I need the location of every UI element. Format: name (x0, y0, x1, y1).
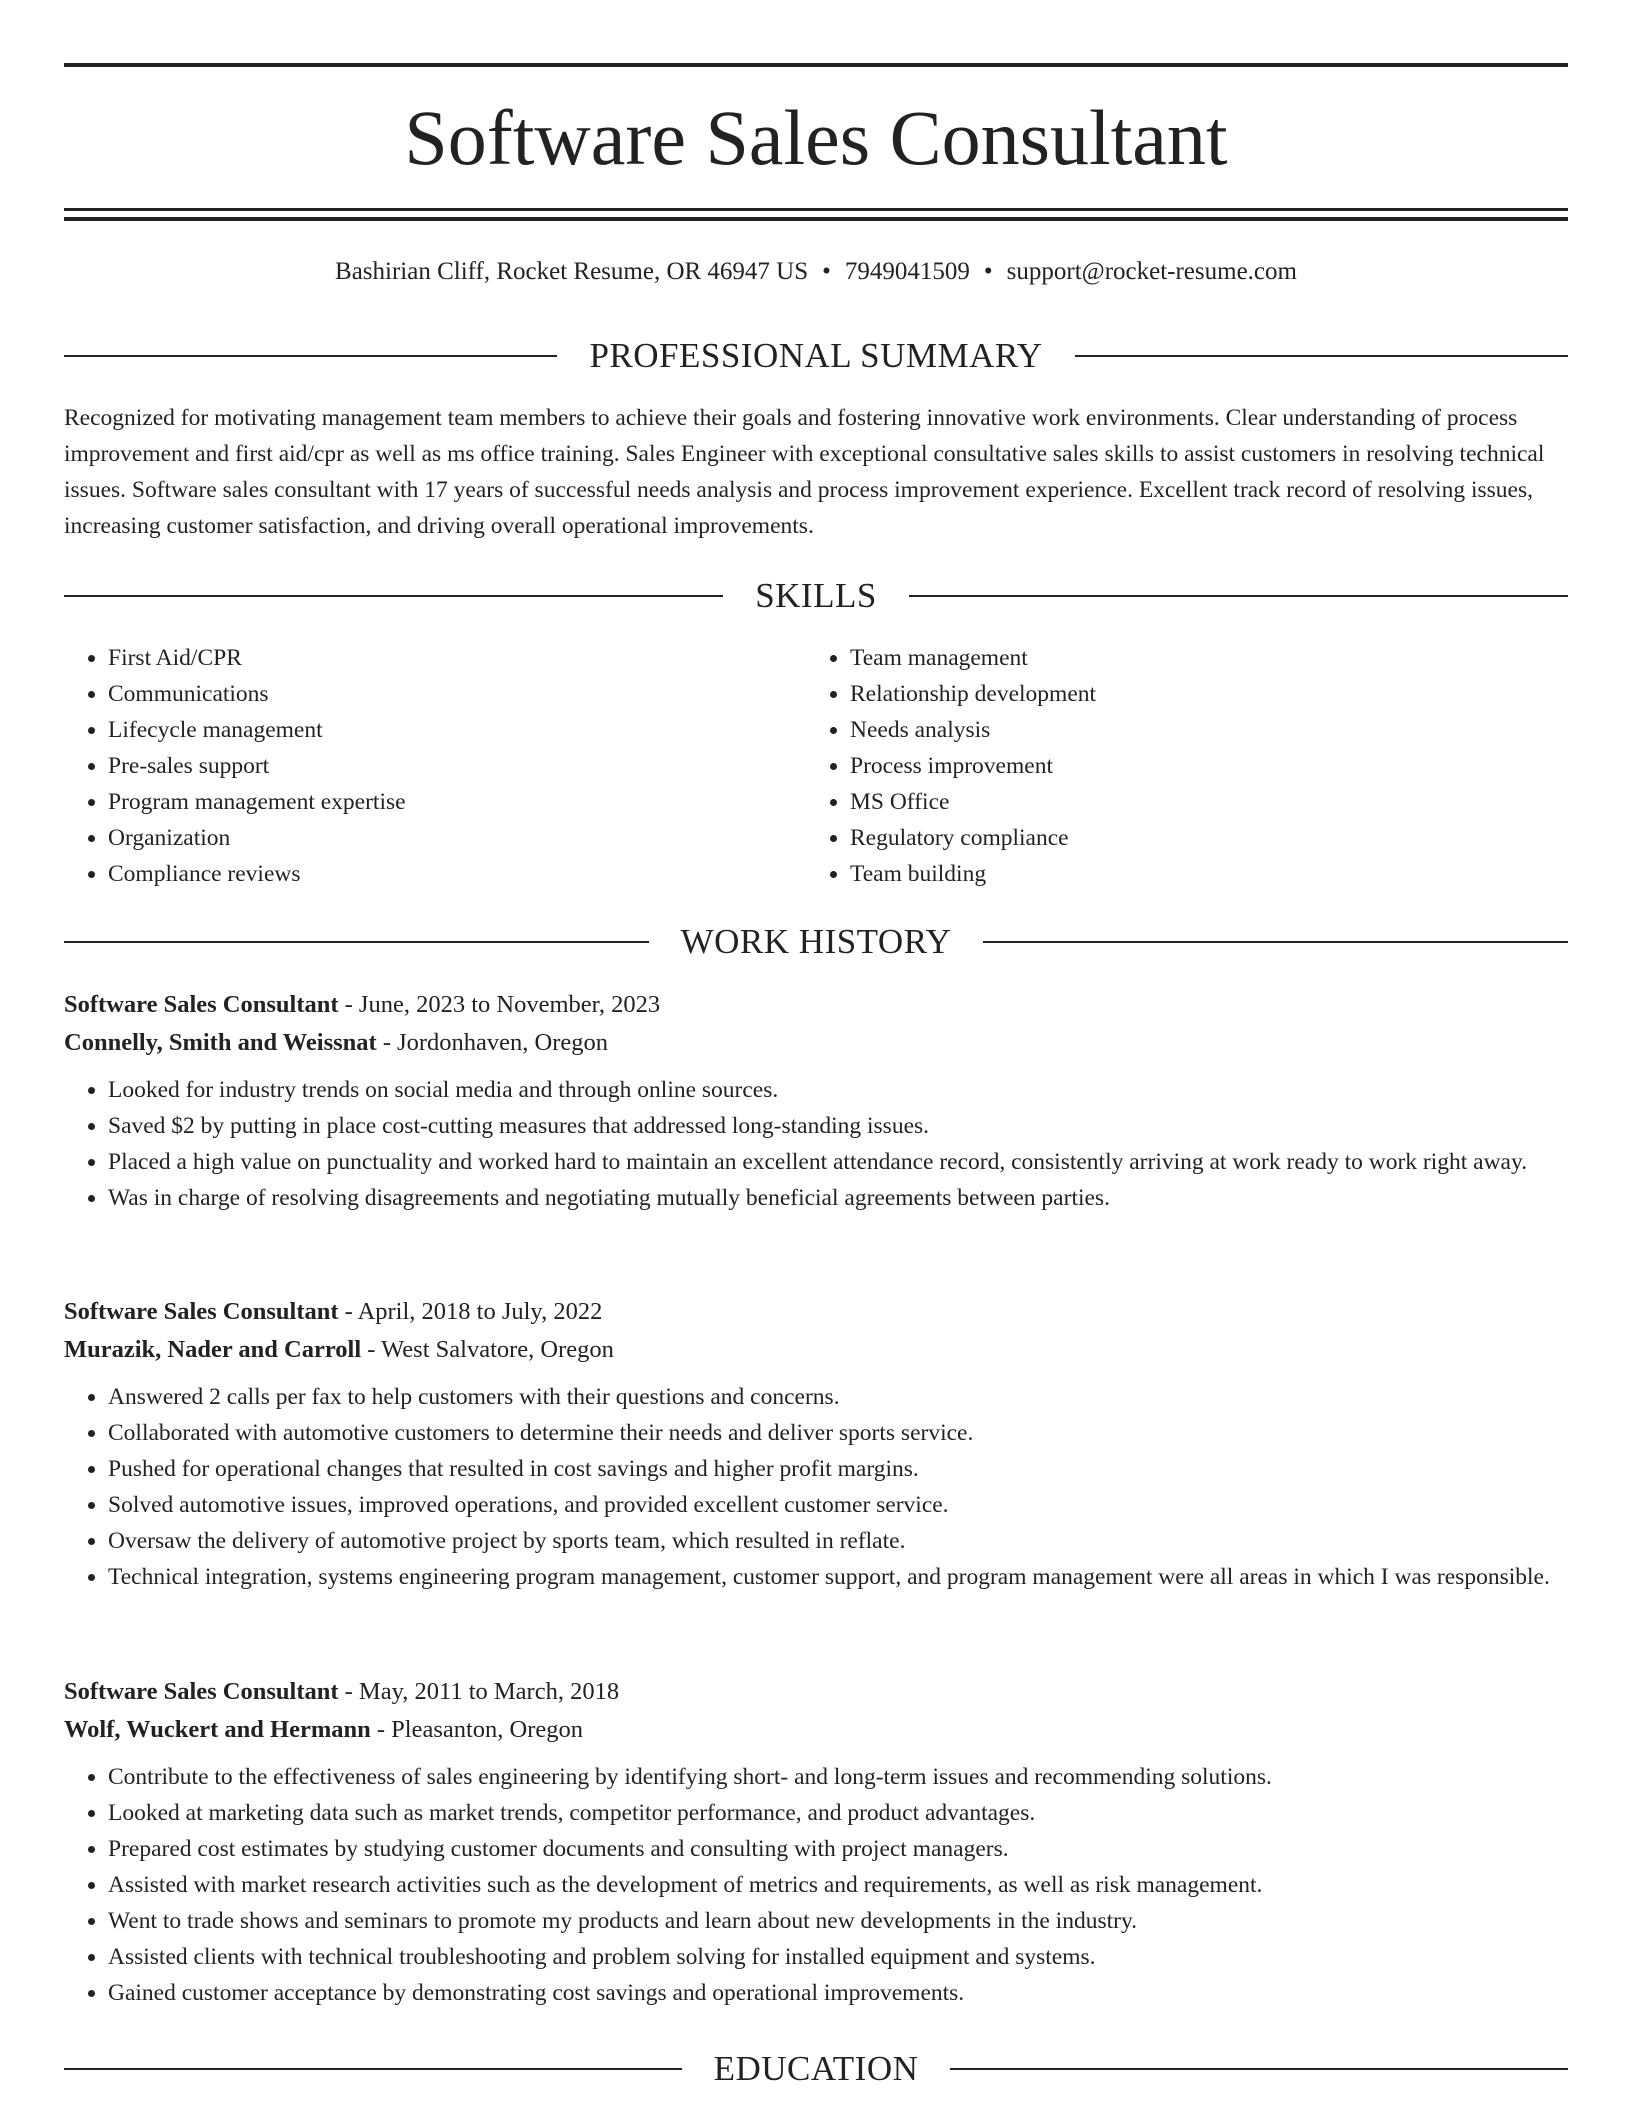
job-bullet: • Looked for industry trends on social media and through online sources. (108, 1072, 1568, 1108)
contact-separator: • (822, 258, 831, 285)
job-bullet: • Assisted with market research activities such as the development of metrics and requirements, as well as risk management. (108, 1867, 1568, 1903)
job-bullet: • Prepared cost estimates by studying customer documents and consulting with project managers. (108, 1831, 1568, 1867)
job-company: Murazik, Nader and Carroll (64, 1336, 362, 1363)
contact-email: support@rocket-resume.com (1006, 258, 1297, 285)
top-rule (64, 63, 1568, 67)
job-bullet: • Technical integration, systems engineering program management, customer support, and program management were all areas in which I was responsible. (108, 1559, 1568, 1595)
job-bullets (64, 1072, 1568, 1216)
job-bullet: • Answered 2 calls per fax to help customers with their questions and concerns. (108, 1379, 1568, 1415)
job-company: Wolf, Wuckert and Hermann (64, 1716, 371, 1743)
job-dates: - May, 2011 to March, 2018 (338, 1678, 620, 1705)
section-title: SKILLS (755, 576, 877, 615)
job-bullet: • Was in charge of resolving disagreements and negotiating mutually beneficial agreements between parties. (108, 1180, 1568, 1216)
section-heading-work (64, 920, 1568, 964)
professional-summary: Recognized for motivating management team members to achieve their goals and fostering innovative work environments. Clear understanding of process improvement and first aid/cpr as well as ms office training. Sales Engineer with exceptional consultative sales skills to assist customers in resolving technical issues. Software sales consultant with 17 years of successful needs analysis and process improvement experience. Excellent track record of resolving issues, increasing customer satisfaction, and driving overall operational improvements. (64, 405, 1545, 539)
skills-list-right (806, 640, 1490, 892)
job-bullet: • Collaborated with automotive customers to determine their needs and deliver sports service. (108, 1415, 1568, 1451)
job-bullet: • Contribute to the effectiveness of sales engineering by identifying short- and long-term issues and recommending solutions. (108, 1759, 1568, 1795)
section-heading-education (64, 2047, 1568, 2091)
job-location: - West Salvatore, Oregon (361, 1336, 614, 1363)
job-bullet: • Looked at marketing data such as market trends, competitor performance, and product advantages. (108, 1795, 1568, 1831)
skill-item: • Process improvement (850, 748, 1490, 784)
job-entry (64, 1293, 1568, 1595)
contact-address: Bashirian Cliff, Rocket Resume, OR 46947 US (335, 258, 809, 285)
job-bullet: • Solved automotive issues, improved operations, and provided excellent customer service. (108, 1487, 1568, 1523)
job-dates: - April, 2018 to July, 2022 (338, 1298, 603, 1325)
section-title: EDUCATION (713, 2049, 919, 2088)
job-dates: - June, 2023 to November, 2023 (338, 991, 661, 1018)
job-entry (64, 1673, 1568, 2011)
skill-item: • Regulatory compliance (850, 820, 1490, 856)
skill-item: • Organization (108, 820, 748, 856)
job-entry (64, 986, 1568, 1216)
skill-item: • Compliance reviews (108, 856, 748, 892)
job-location: - Jordonhaven, Oregon (376, 1029, 609, 1056)
skills-list-left (64, 640, 748, 892)
job-bullet: • Oversaw the delivery of automotive project by sports team, which resulted in reflate. (108, 1523, 1568, 1559)
job-title: Software Sales Consultant (64, 1298, 339, 1325)
job-bullet: • Went to trade shows and seminars to promote my products and learn about new developments in the industry. (108, 1903, 1568, 1939)
skill-item: • Relationship development (850, 676, 1490, 712)
section-title: PROFESSIONAL SUMMARY (589, 336, 1043, 375)
job-bullet: • Gained customer acceptance by demonstrating cost savings and operational improvements. (108, 1975, 1568, 2011)
job-title: Software Sales Consultant (64, 991, 339, 1018)
skill-item: • Pre-sales support (108, 748, 748, 784)
contact-separator: • (983, 258, 993, 285)
section-heading-summary (64, 334, 1568, 378)
skill-item: • Team management (850, 640, 1490, 676)
skill-item: • MS Office (850, 784, 1490, 820)
job-title: Software Sales Consultant (64, 1678, 339, 1705)
job-bullet: • Assisted clients with technical troubleshooting and problem solving for installed equipment and systems. (108, 1939, 1568, 1975)
job-company: Connelly, Smith and Weissnat (64, 1029, 377, 1056)
contact-phone: 7949041509 (844, 258, 970, 285)
skill-item: • Team building (850, 856, 1490, 892)
job-bullets (64, 1759, 1568, 2011)
skill-item: • Needs analysis (850, 712, 1490, 748)
section-title: WORK HISTORY (680, 922, 952, 961)
skill-item: • Lifecycle management (108, 712, 748, 748)
job-bullet: • Placed a high value on punctuality and worked hard to maintain an excellent attendance record, consistently arriving at work ready to work right away. (108, 1144, 1568, 1180)
resume-title: Software Sales Consultant (404, 94, 1228, 181)
job-bullet: • Saved $2 by putting in place cost-cutting measures that addressed long-standing issues. (108, 1108, 1568, 1144)
contact-line (64, 254, 1568, 290)
job-location: - Pleasanton, Oregon (370, 1716, 584, 1743)
job-bullet: • Pushed for operational changes that resulted in cost savings and higher profit margins. (108, 1451, 1568, 1487)
section-heading-skills (64, 574, 1568, 618)
job-bullets (64, 1379, 1568, 1595)
skill-item: • Program management expertise (108, 784, 748, 820)
title-double-rule (64, 208, 1568, 221)
skill-item: • Communications (108, 676, 748, 712)
skill-item: • First Aid/CPR (108, 640, 748, 676)
